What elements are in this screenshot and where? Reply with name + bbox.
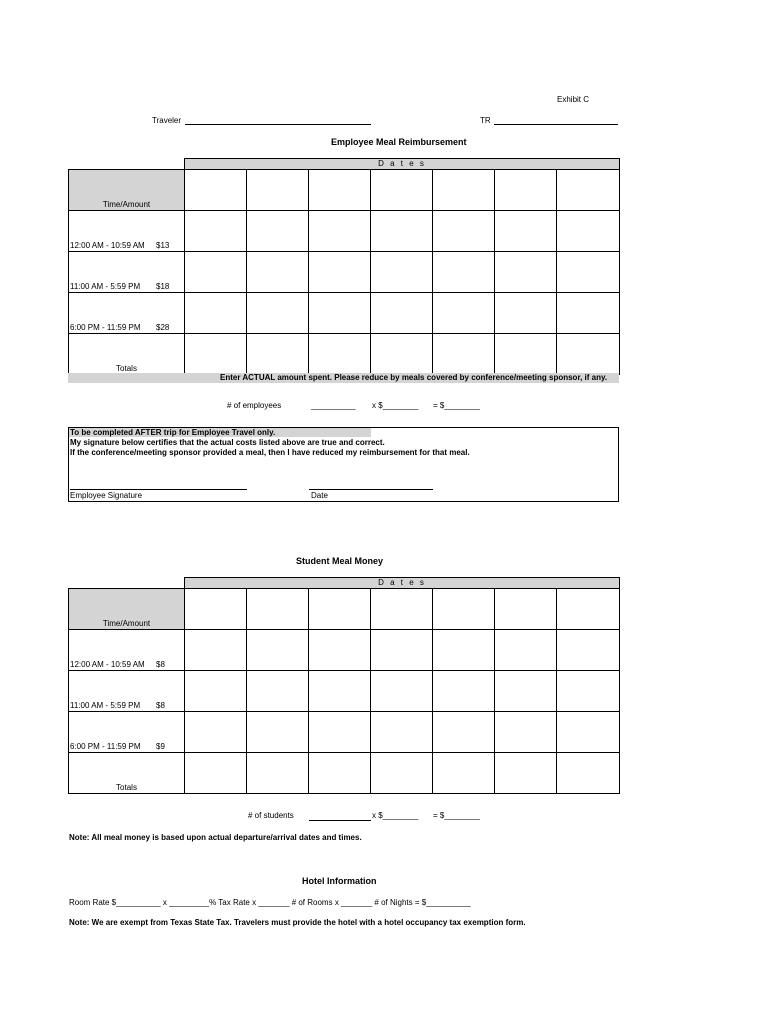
amount-cell[interactable] bbox=[247, 293, 309, 334]
amount-cell[interactable] bbox=[433, 630, 495, 671]
time-amount-cell: 11:00 AM - 5:59 PM $18 bbox=[69, 252, 185, 293]
student-note: Note: All meal money is based upon actual departure/arrival dates and times. bbox=[69, 833, 362, 842]
time-amount-cell: 11:00 AM - 5:59 PM $8 bbox=[69, 671, 185, 712]
table-row bbox=[69, 211, 620, 252]
amount-cell[interactable] bbox=[185, 211, 247, 252]
table-row bbox=[69, 293, 620, 334]
amount-cell[interactable] bbox=[185, 712, 247, 753]
certification-line3: If the conference/meeting sponsor provided a meal, then I have reduced my reimbursement for that meal. bbox=[70, 448, 470, 457]
signature-date-field[interactable] bbox=[309, 489, 433, 490]
students-count-field[interactable] bbox=[309, 820, 371, 821]
totals-row bbox=[69, 753, 620, 794]
date-cell[interactable] bbox=[371, 589, 433, 630]
amount-cell[interactable] bbox=[557, 211, 620, 252]
amount-cell[interactable] bbox=[495, 671, 557, 712]
instruction-text: Enter ACTUAL amount spent. Please reduce by meals covered by conference/meeting sponsor, if any. bbox=[220, 373, 608, 382]
amount-cell[interactable] bbox=[433, 252, 495, 293]
date-cell[interactable] bbox=[433, 170, 495, 211]
student-total-field[interactable]: = $________ bbox=[433, 811, 480, 820]
student-rate-field[interactable]: x $________ bbox=[372, 811, 419, 820]
student-meal-table bbox=[68, 577, 620, 794]
date-cell[interactable] bbox=[309, 589, 371, 630]
total-cell[interactable] bbox=[247, 753, 309, 794]
time-amount-cell: 6:00 PM - 11:59 PM $9 bbox=[69, 712, 185, 753]
date-cell[interactable] bbox=[557, 589, 620, 630]
amount-cell[interactable] bbox=[247, 671, 309, 712]
date-cell[interactable] bbox=[371, 170, 433, 211]
amount-cell[interactable] bbox=[309, 712, 371, 753]
amount-cell[interactable] bbox=[371, 211, 433, 252]
total-cell[interactable] bbox=[557, 334, 620, 375]
traveler-field[interactable] bbox=[185, 124, 371, 125]
amount-cell[interactable] bbox=[433, 211, 495, 252]
totals-label: Totals bbox=[69, 753, 185, 794]
students-count-label: # of students bbox=[248, 811, 294, 820]
totals-label: Totals bbox=[69, 334, 185, 375]
amount-cell[interactable] bbox=[557, 630, 620, 671]
amount-cell[interactable] bbox=[185, 671, 247, 712]
employee-signature-field[interactable] bbox=[70, 489, 247, 490]
table-row bbox=[69, 252, 620, 293]
certification-line1: To be completed AFTER trip for Employee Travel only. bbox=[70, 428, 276, 437]
date-cell[interactable] bbox=[309, 170, 371, 211]
hotel-section-title: Hotel Information bbox=[302, 876, 377, 886]
amount-cell[interactable] bbox=[557, 712, 620, 753]
total-cell[interactable] bbox=[495, 334, 557, 375]
amount-cell[interactable] bbox=[309, 630, 371, 671]
amount-cell[interactable] bbox=[309, 671, 371, 712]
total-cell[interactable] bbox=[309, 334, 371, 375]
time-amount-cell: 12:00 AM - 10:59 AM $13 bbox=[69, 211, 185, 252]
amount-cell[interactable] bbox=[185, 630, 247, 671]
amount-cell[interactable] bbox=[495, 293, 557, 334]
total-cell[interactable] bbox=[309, 753, 371, 794]
date-cell[interactable] bbox=[185, 170, 247, 211]
employee-signature-label: Employee Signature bbox=[70, 491, 143, 500]
date-cell[interactable] bbox=[433, 589, 495, 630]
amount-cell[interactable] bbox=[557, 252, 620, 293]
signature-date-label: Date bbox=[311, 491, 328, 500]
time-amount-header: Time/Amount bbox=[69, 170, 185, 211]
amount-cell[interactable] bbox=[495, 712, 557, 753]
amount-cell[interactable] bbox=[247, 630, 309, 671]
traveler-label: Traveler bbox=[152, 116, 182, 125]
employees-count-label: # of employees bbox=[227, 401, 282, 410]
time-amount-header: Time/Amount bbox=[69, 589, 185, 630]
amount-cell[interactable] bbox=[185, 293, 247, 334]
time-amount-cell: 6:00 PM - 11:59 PM $28 bbox=[69, 293, 185, 334]
employee-rate-field[interactable]: x $________ bbox=[372, 401, 419, 410]
amount-cell[interactable] bbox=[495, 630, 557, 671]
total-cell[interactable] bbox=[247, 334, 309, 375]
amount-cell[interactable] bbox=[495, 211, 557, 252]
hotel-note: Note: We are exempt from Texas State Tax. Travelers must provide the hotel with a hotel occupancy tax exemption form. bbox=[69, 918, 526, 927]
employees-count-field[interactable]: __________ bbox=[311, 401, 356, 410]
table-row bbox=[69, 630, 620, 671]
amount-cell[interactable] bbox=[557, 293, 620, 334]
date-cell[interactable] bbox=[185, 589, 247, 630]
total-cell[interactable] bbox=[185, 753, 247, 794]
hotel-formula[interactable]: Room Rate $__________ x _________% Tax Rate x _______ # of Rooms x _______ # of Nights = $__________ bbox=[69, 898, 471, 907]
employee-total-field[interactable]: = $________ bbox=[433, 401, 480, 410]
total-cell[interactable] bbox=[495, 753, 557, 794]
date-cell[interactable] bbox=[495, 170, 557, 211]
total-cell[interactable] bbox=[371, 334, 433, 375]
date-cell[interactable] bbox=[495, 589, 557, 630]
amount-cell[interactable] bbox=[371, 293, 433, 334]
tr-label: TR bbox=[480, 116, 491, 125]
total-cell[interactable] bbox=[433, 753, 495, 794]
amount-cell[interactable] bbox=[309, 252, 371, 293]
date-cell[interactable] bbox=[247, 589, 309, 630]
student-section-title: Student Meal Money bbox=[296, 556, 384, 566]
amount-cell[interactable] bbox=[247, 211, 309, 252]
amount-cell[interactable] bbox=[309, 293, 371, 334]
exhibit-label: Exhibit C bbox=[557, 95, 590, 104]
amount-cell[interactable] bbox=[371, 252, 433, 293]
amount-cell[interactable] bbox=[247, 712, 309, 753]
time-amount-cell: 12:00 AM - 10:59 AM $8 bbox=[69, 630, 185, 671]
amount-cell[interactable] bbox=[371, 630, 433, 671]
amount-cell[interactable] bbox=[371, 712, 433, 753]
amount-cell[interactable] bbox=[433, 671, 495, 712]
amount-cell[interactable] bbox=[309, 211, 371, 252]
date-cell[interactable] bbox=[557, 170, 620, 211]
total-cell[interactable] bbox=[371, 753, 433, 794]
total-cell[interactable] bbox=[433, 334, 495, 375]
table-row bbox=[69, 712, 620, 753]
amount-cell[interactable] bbox=[495, 252, 557, 293]
certification-line2: My signature below certifies that the actual costs listed above are true and correct. bbox=[70, 438, 385, 447]
dates-header: D a t e s bbox=[185, 578, 620, 589]
total-cell[interactable] bbox=[185, 334, 247, 375]
date-cell[interactable] bbox=[247, 170, 309, 211]
employee-section-title: Employee Meal Reimbursement bbox=[331, 137, 467, 147]
amount-cell[interactable] bbox=[185, 252, 247, 293]
dates-header: D a t e s bbox=[185, 159, 620, 170]
totals-row bbox=[69, 334, 620, 375]
amount-cell[interactable] bbox=[371, 671, 433, 712]
amount-cell[interactable] bbox=[433, 293, 495, 334]
table-row bbox=[69, 671, 620, 712]
amount-cell[interactable] bbox=[433, 712, 495, 753]
employee-meal-table bbox=[68, 158, 620, 375]
total-cell[interactable] bbox=[557, 753, 620, 794]
amount-cell[interactable] bbox=[247, 252, 309, 293]
tr-field[interactable] bbox=[494, 124, 618, 125]
amount-cell[interactable] bbox=[557, 671, 620, 712]
